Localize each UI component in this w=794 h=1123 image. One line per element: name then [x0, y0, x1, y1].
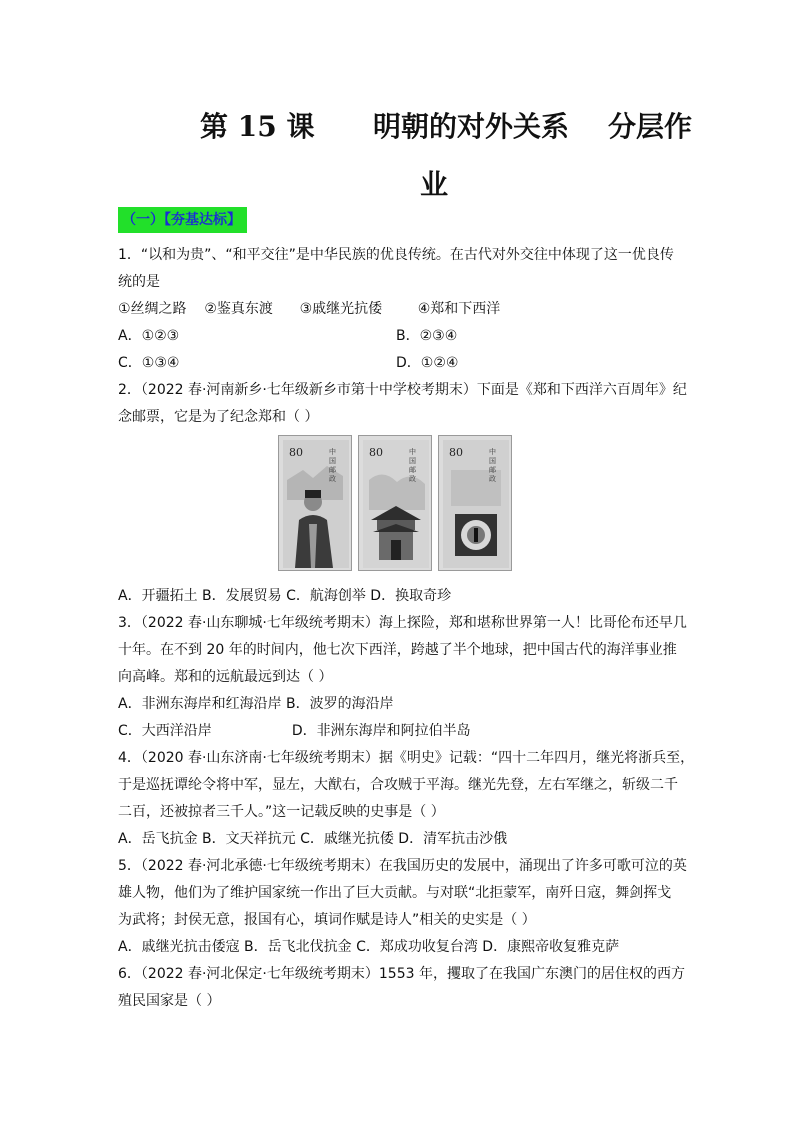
- q1-stem-line-1: 1．“以和为贵”、“和平交往”是中华民族的优良传统。在古代对外交往中体现了这一优良传: [118, 247, 674, 263]
- q2-options: A．开疆拓土 B．发展贸易 C．航海创举 D．换取奇珍: [118, 588, 452, 604]
- stamp-2-post-label: 中国邮政: [409, 448, 416, 483]
- stamp-2-value: 80: [369, 446, 383, 459]
- q1-options-row-1: [118, 323, 688, 350]
- q4-stem-line-1: 4．（2020 春·山东济南·七年级统考期末）据《明史》记载：“四十二年四月，继光将浙兵至，: [118, 750, 695, 766]
- q4-stem-line-2: 于是巡抚谭纶令将中军，显左，大猷右，合攻贼于平海。继光先登，左右军继之，斩级二千: [118, 777, 678, 793]
- stamp-1-post-label: 中国邮政: [329, 448, 336, 483]
- title-line-1: 第 15 课 明朝的对外关系 分层作: [200, 110, 692, 143]
- q3-options-ab: A．非洲东海岸和红海沿岸 B．波罗的海沿岸: [118, 696, 394, 712]
- q3-stem-line-1: 3．（2022 春·山东聊城·七年级统考期末）海上探险，郑和堪称世界第一人！比哥伦布还早几: [118, 615, 687, 631]
- q3-options-cd: C．大西洋沿岸 D．非洲东海岸和阿拉伯半岛: [118, 723, 471, 739]
- stamp-image: [278, 435, 514, 571]
- stamp-3-value: 80: [449, 446, 463, 459]
- q3-stem-line-2: 十年。在不到 20 年的时间内，他七次下西洋，跨越了半个地球，把中国古代的海洋事业推: [118, 642, 677, 658]
- q5-stem-line-1: 5．（2022 春·河北承德·七年级统考期末）在我国历史的发展中，涌现出了许多可歌可泣的英: [118, 858, 687, 874]
- page-title: [0, 98, 794, 214]
- q1-option-c: C．①③④: [118, 355, 180, 371]
- q1-option-d: D．①②④: [396, 355, 459, 371]
- section-label: （一）【夯基达标】: [118, 207, 247, 233]
- q3-stem-line-3: 向高峰。郑和的远航最远到达（ ）: [118, 669, 333, 685]
- q2-stem-line-2: 念邮票，它是为了纪念郑和（ ）: [118, 409, 319, 425]
- q4-stem-line-3: 二百，还被掠者三千人。”这一记载反映的史事是（ ）: [118, 804, 445, 820]
- q5-stem-line-3: 为武将；封侯无意，报国有心，填词作赋是诗人”相关的史实是（ ）: [118, 912, 536, 928]
- q5-stem-line-2: 雄人物，他们为了维护国家统一作出了巨大贡献。与对联“北拒蒙军，南歼日寇，舞剑挥戈: [118, 885, 672, 901]
- stamp-1-value: 80: [289, 446, 303, 459]
- q1-option-a: A．①②③: [118, 328, 180, 344]
- q2-stem-line-1: 2．（2022 春·河南新乡·七年级新乡市第十中学校考期末）下面是《郑和下西洋六百周年》纪: [118, 382, 687, 398]
- q6-stem-line-2: 殖民国家是（ ）: [118, 993, 221, 1009]
- stamp-compass: [438, 435, 512, 571]
- q6-stem-line-1: 6．（2022 春·河北保定·七年级统考期末）1553 年，攫取了在我国广东澳门的居住权的西方: [118, 966, 685, 982]
- stamp-portrait: [278, 435, 352, 571]
- q4-options: A．岳飞抗金 B．文天祥抗元 C．戚继光抗倭 D．清军抗击沙俄: [118, 831, 508, 847]
- q5-options: A．戚继光抗击倭寇 B．岳飞北伐抗金 C．郑成功收复台湾 D．康熙帝收复雅克萨: [118, 939, 620, 955]
- title-line-2: 业: [420, 168, 449, 201]
- stamp-pavilion: [358, 435, 432, 571]
- q1-items: ①丝绸之路 ②鉴真东渡 ③戚继光抗倭 ④郑和下西洋: [118, 301, 501, 317]
- q1-stem-line-2: 统的是: [118, 274, 160, 290]
- question-list: [118, 242, 695, 1015]
- q1-option-b: B．②③④: [396, 328, 458, 344]
- q1-options-row-2: [118, 350, 688, 377]
- stamp-3-post-label: 中国邮政: [489, 448, 496, 483]
- portrait-figure-icon: [283, 440, 349, 568]
- compass-icon: [443, 440, 509, 568]
- pavilion-icon: [363, 440, 429, 568]
